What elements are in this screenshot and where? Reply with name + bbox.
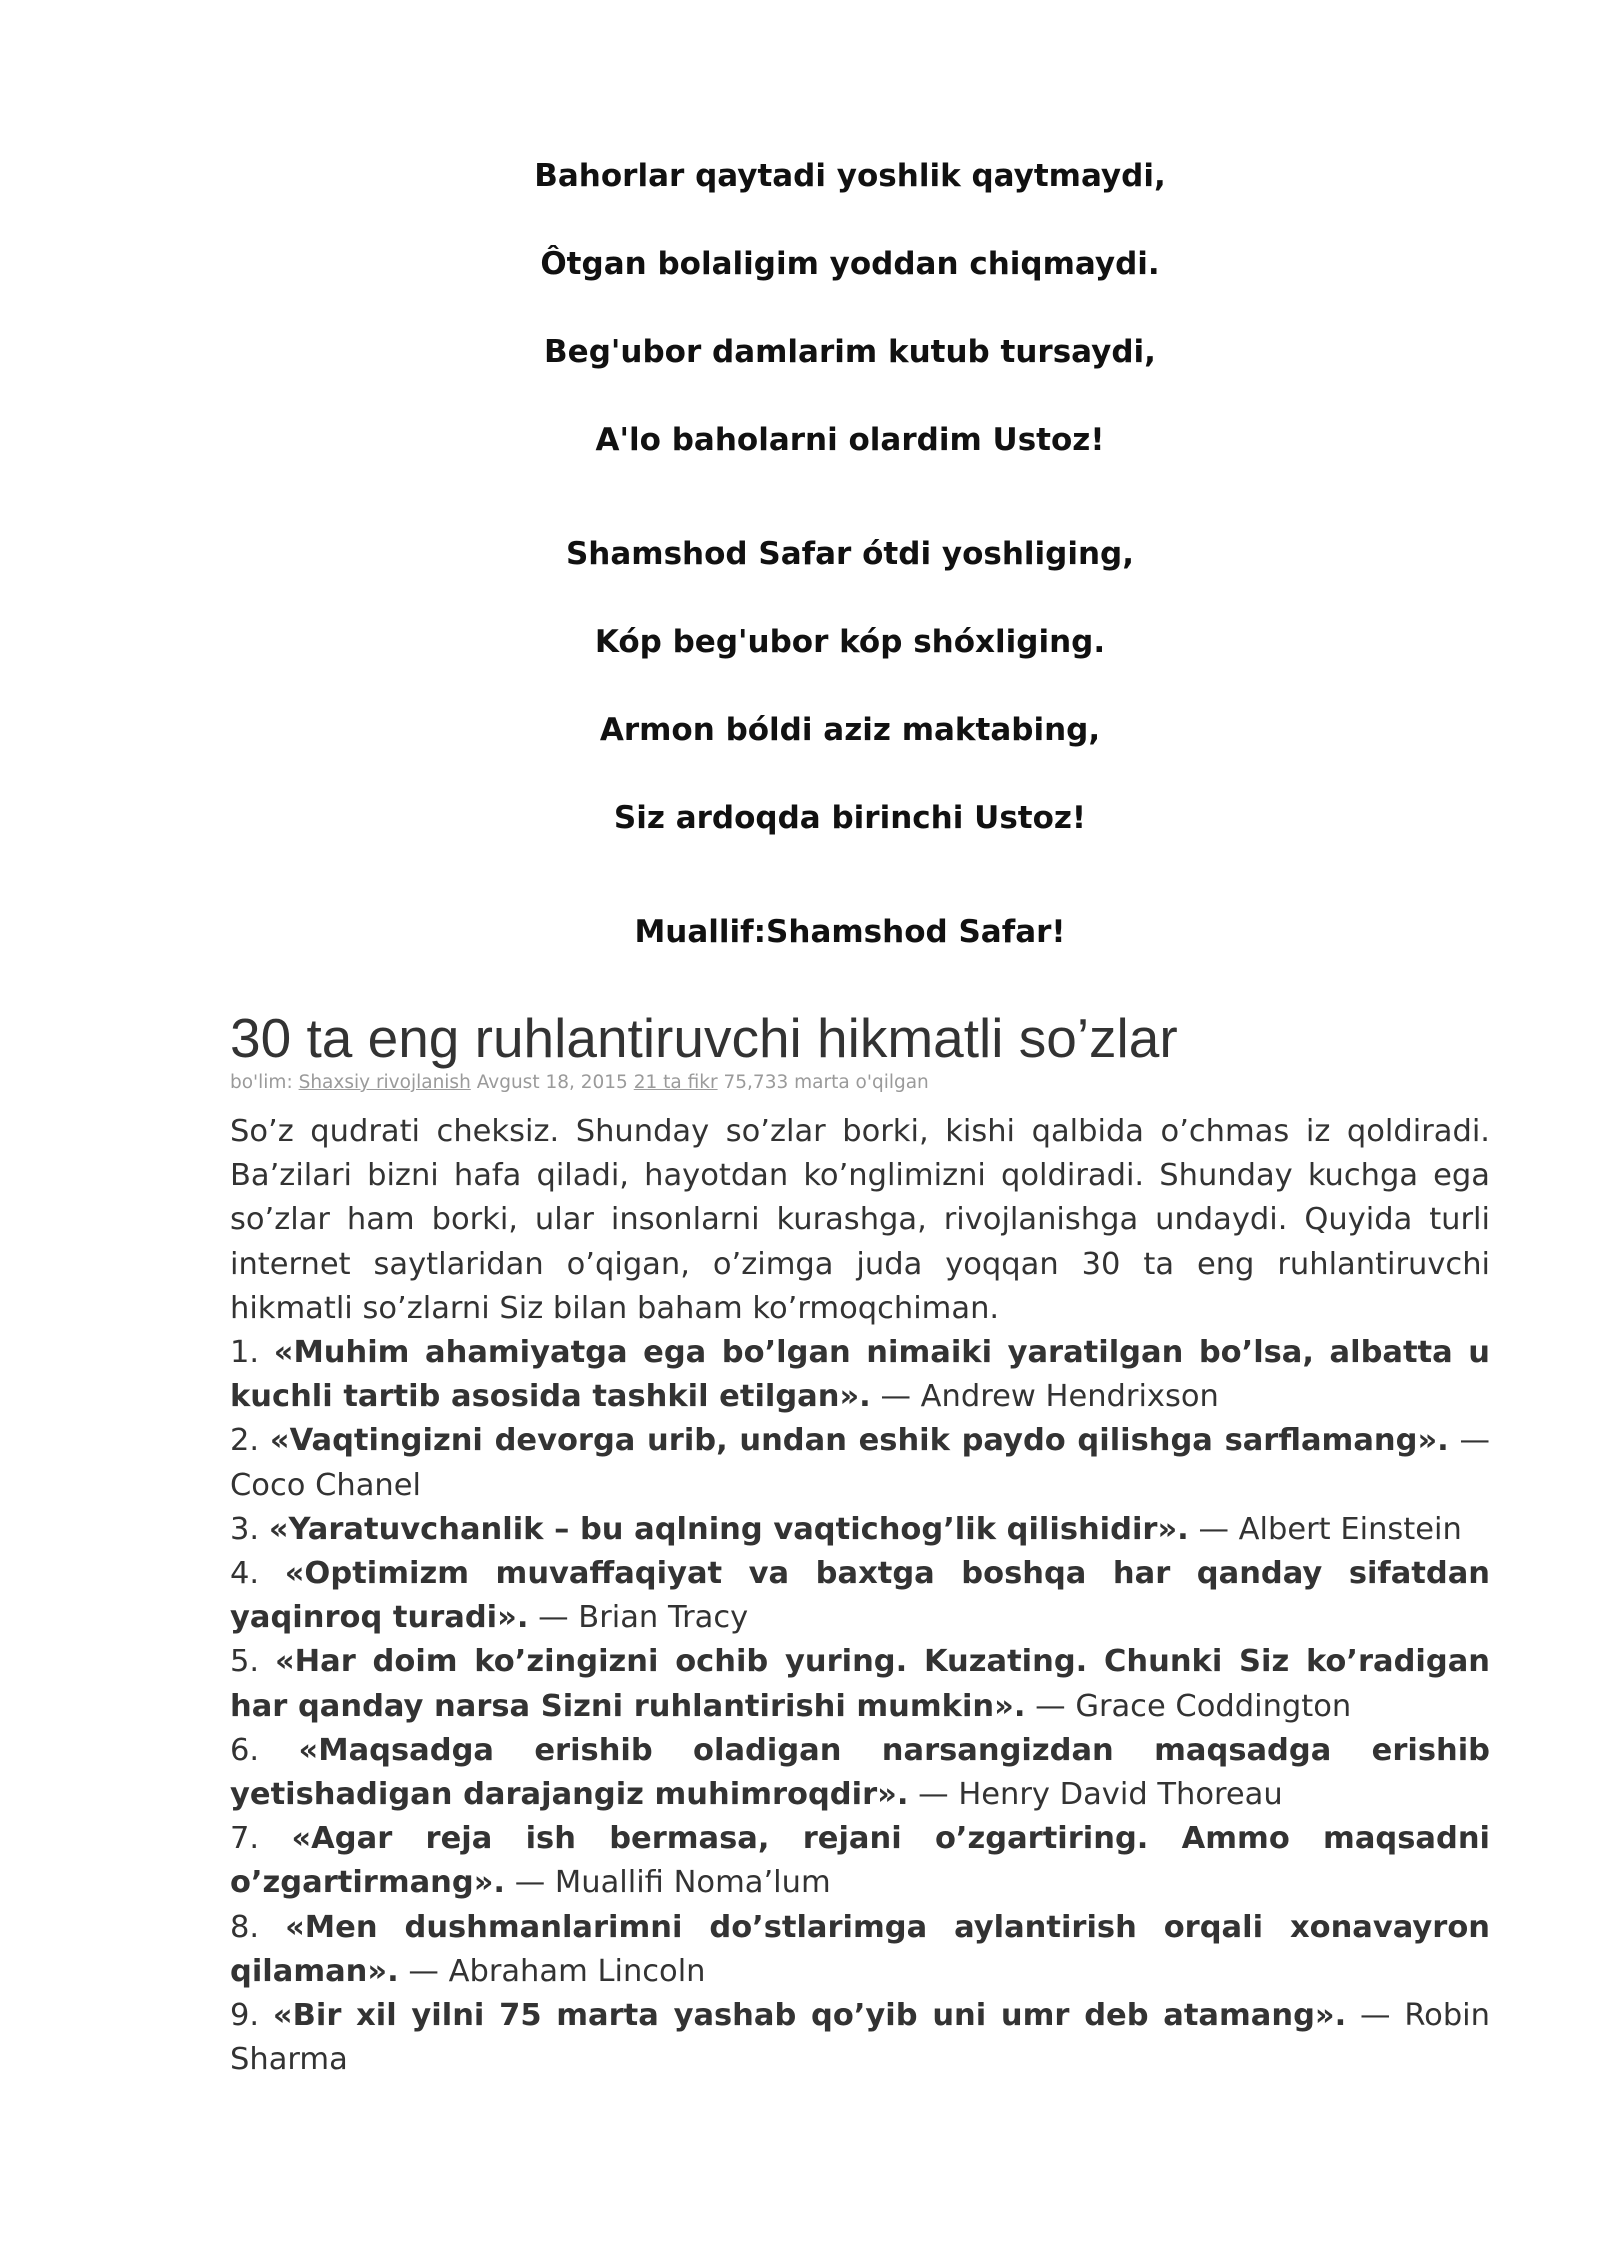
poem-line: Beg'ubor damlarim kutub tursaydi, (544, 334, 1156, 370)
list-item (230, 1552, 1490, 1640)
quote-number: 9. (230, 1998, 260, 2034)
poem-line: A'lo baholarni olardim Ustoz! (595, 422, 1105, 458)
quote-text: «Optimizm muvaffaqiyat va baxtga boshqa har qanday sifatdan yaqinroq turadi». (230, 1556, 1490, 1636)
quote-number: 8. (230, 1909, 260, 1945)
quote-text: «Agar reja ish bermasa, rejani o’zgartiring. Ammo maqsadni o’zgartirmang». (230, 1821, 1490, 1901)
quote-number: 2. (230, 1423, 260, 1459)
quote-text: «Har doim ko’zingizni ochib yuring. Kuzating. Chunki Siz ko’radigan har qanday narsa Sizni ruhlantirishi mumkin». (230, 1644, 1490, 1724)
meta-section-label: bo'lim: (230, 1072, 293, 1093)
quote-author: — Robin Sharma (230, 1998, 1490, 2078)
meta-section-link[interactable]: Shaxsiy rivojlanish (298, 1072, 471, 1093)
quote-text: «Bir xil yilni 75 marta yashab qo’yib uni umr deb atamang». (272, 1998, 1347, 2034)
quote-text: «Yaratuvchanlik – bu aqlning vaqtichog’lik qilishidir». (268, 1511, 1189, 1547)
quote-author: — Andrew Hendrixson (880, 1379, 1219, 1415)
meta-date: Avgust 18, 2015 (476, 1072, 628, 1093)
quote-author: — Grace Coddington (1035, 1688, 1352, 1724)
quote-text: «Men dushmanlarimni do’stlarimga aylantirish orqali xonavayron qilaman». (230, 1909, 1490, 1989)
quote-author: — Albert Einstein (1198, 1511, 1462, 1547)
list-item (230, 1994, 1490, 2082)
poem-line: Kóp beg'ubor kóp shóxliging. (594, 624, 1106, 660)
article (230, 1000, 1490, 2082)
quote-text: «Maqsadga erishib oladigan narsangizdan maqsadga erishib yetishadigan darajangiz muhimroqdir». (230, 1732, 1490, 1813)
article-title: 30 ta eng ruhlantiruvchi hikmatli so’zlar (230, 1007, 1178, 1069)
list-item (230, 1508, 1490, 1552)
quote-author: — Abraham Lincoln (408, 1953, 706, 1989)
list-item (230, 1331, 1490, 1419)
quote-text: «Muhim ahamiyatga ega bo’lgan nimaiki yaratilgan bo’lsa, albatta u kuchli tartib asosida tashkil etilgan». (230, 1335, 1490, 1415)
poem-line: Armon bóldi aziz maktabing, (599, 712, 1101, 748)
quote-number: 6. (230, 1732, 260, 1768)
article-meta (230, 1070, 1490, 1096)
quote-number: 1. (230, 1335, 260, 1371)
quote-number: 3. (230, 1511, 260, 1547)
quote-text: «Vaqtingizni devorga urib, undan eshik paydo qilishga sarflamang». (269, 1423, 1449, 1459)
quote-author: — Brian Tracy (538, 1600, 749, 1636)
list-item (230, 1419, 1490, 1507)
quote-number: 4. (230, 1556, 260, 1592)
quote-author: — Henry David Thoreau (918, 1777, 1283, 1813)
poem-line: Ôtgan bolaligim yoddan chiqmaydi. (540, 246, 1160, 282)
poem-line: Bahorlar qaytadi yoshlik qaytmaydi, (534, 158, 1166, 194)
quote-author: — Muallifi Noma’lum (514, 1865, 831, 1901)
article-intro: So’z qudrati cheksiz. Shunday so’zlar borki, kishi qalbida o’chmas iz qoldiradi. Ba’zilari bizni hafa qiladi, hayotdan ko’nglimizni qoldiradi. Shunday kuchga ega so’zlar ham borki, ular insonlarni kurashga, rivojlanishga undaydi. Quyida turli internet saytlaridan o’qigan, o’zimga juda yoqqan 30 ta eng ruhlantiruvchi hikmatli so’zlarni Siz bilan baham ko’rmoqchiman. (230, 1114, 1490, 1326)
poem-line: Shamshod Safar ótdi yoshliging, (565, 536, 1134, 572)
list-item (230, 1640, 1490, 1728)
poem-line: Siz ardoqda birinchi Ustoz! (613, 800, 1087, 836)
quote-number: 7. (230, 1821, 260, 1857)
quote-author: — Coco Chanel (230, 1423, 1490, 1503)
poem-author: Muallif:Shamshod Safar! (634, 914, 1066, 950)
list-item (230, 1817, 1490, 1905)
quote-list (230, 1331, 1490, 2082)
meta-views: 75,733 marta o'qilgan (723, 1072, 929, 1093)
quote-number: 5. (230, 1644, 260, 1680)
list-item (230, 1906, 1490, 1994)
meta-comments-link[interactable]: 21 ta fikr (633, 1072, 718, 1093)
list-item (230, 1729, 1490, 1817)
